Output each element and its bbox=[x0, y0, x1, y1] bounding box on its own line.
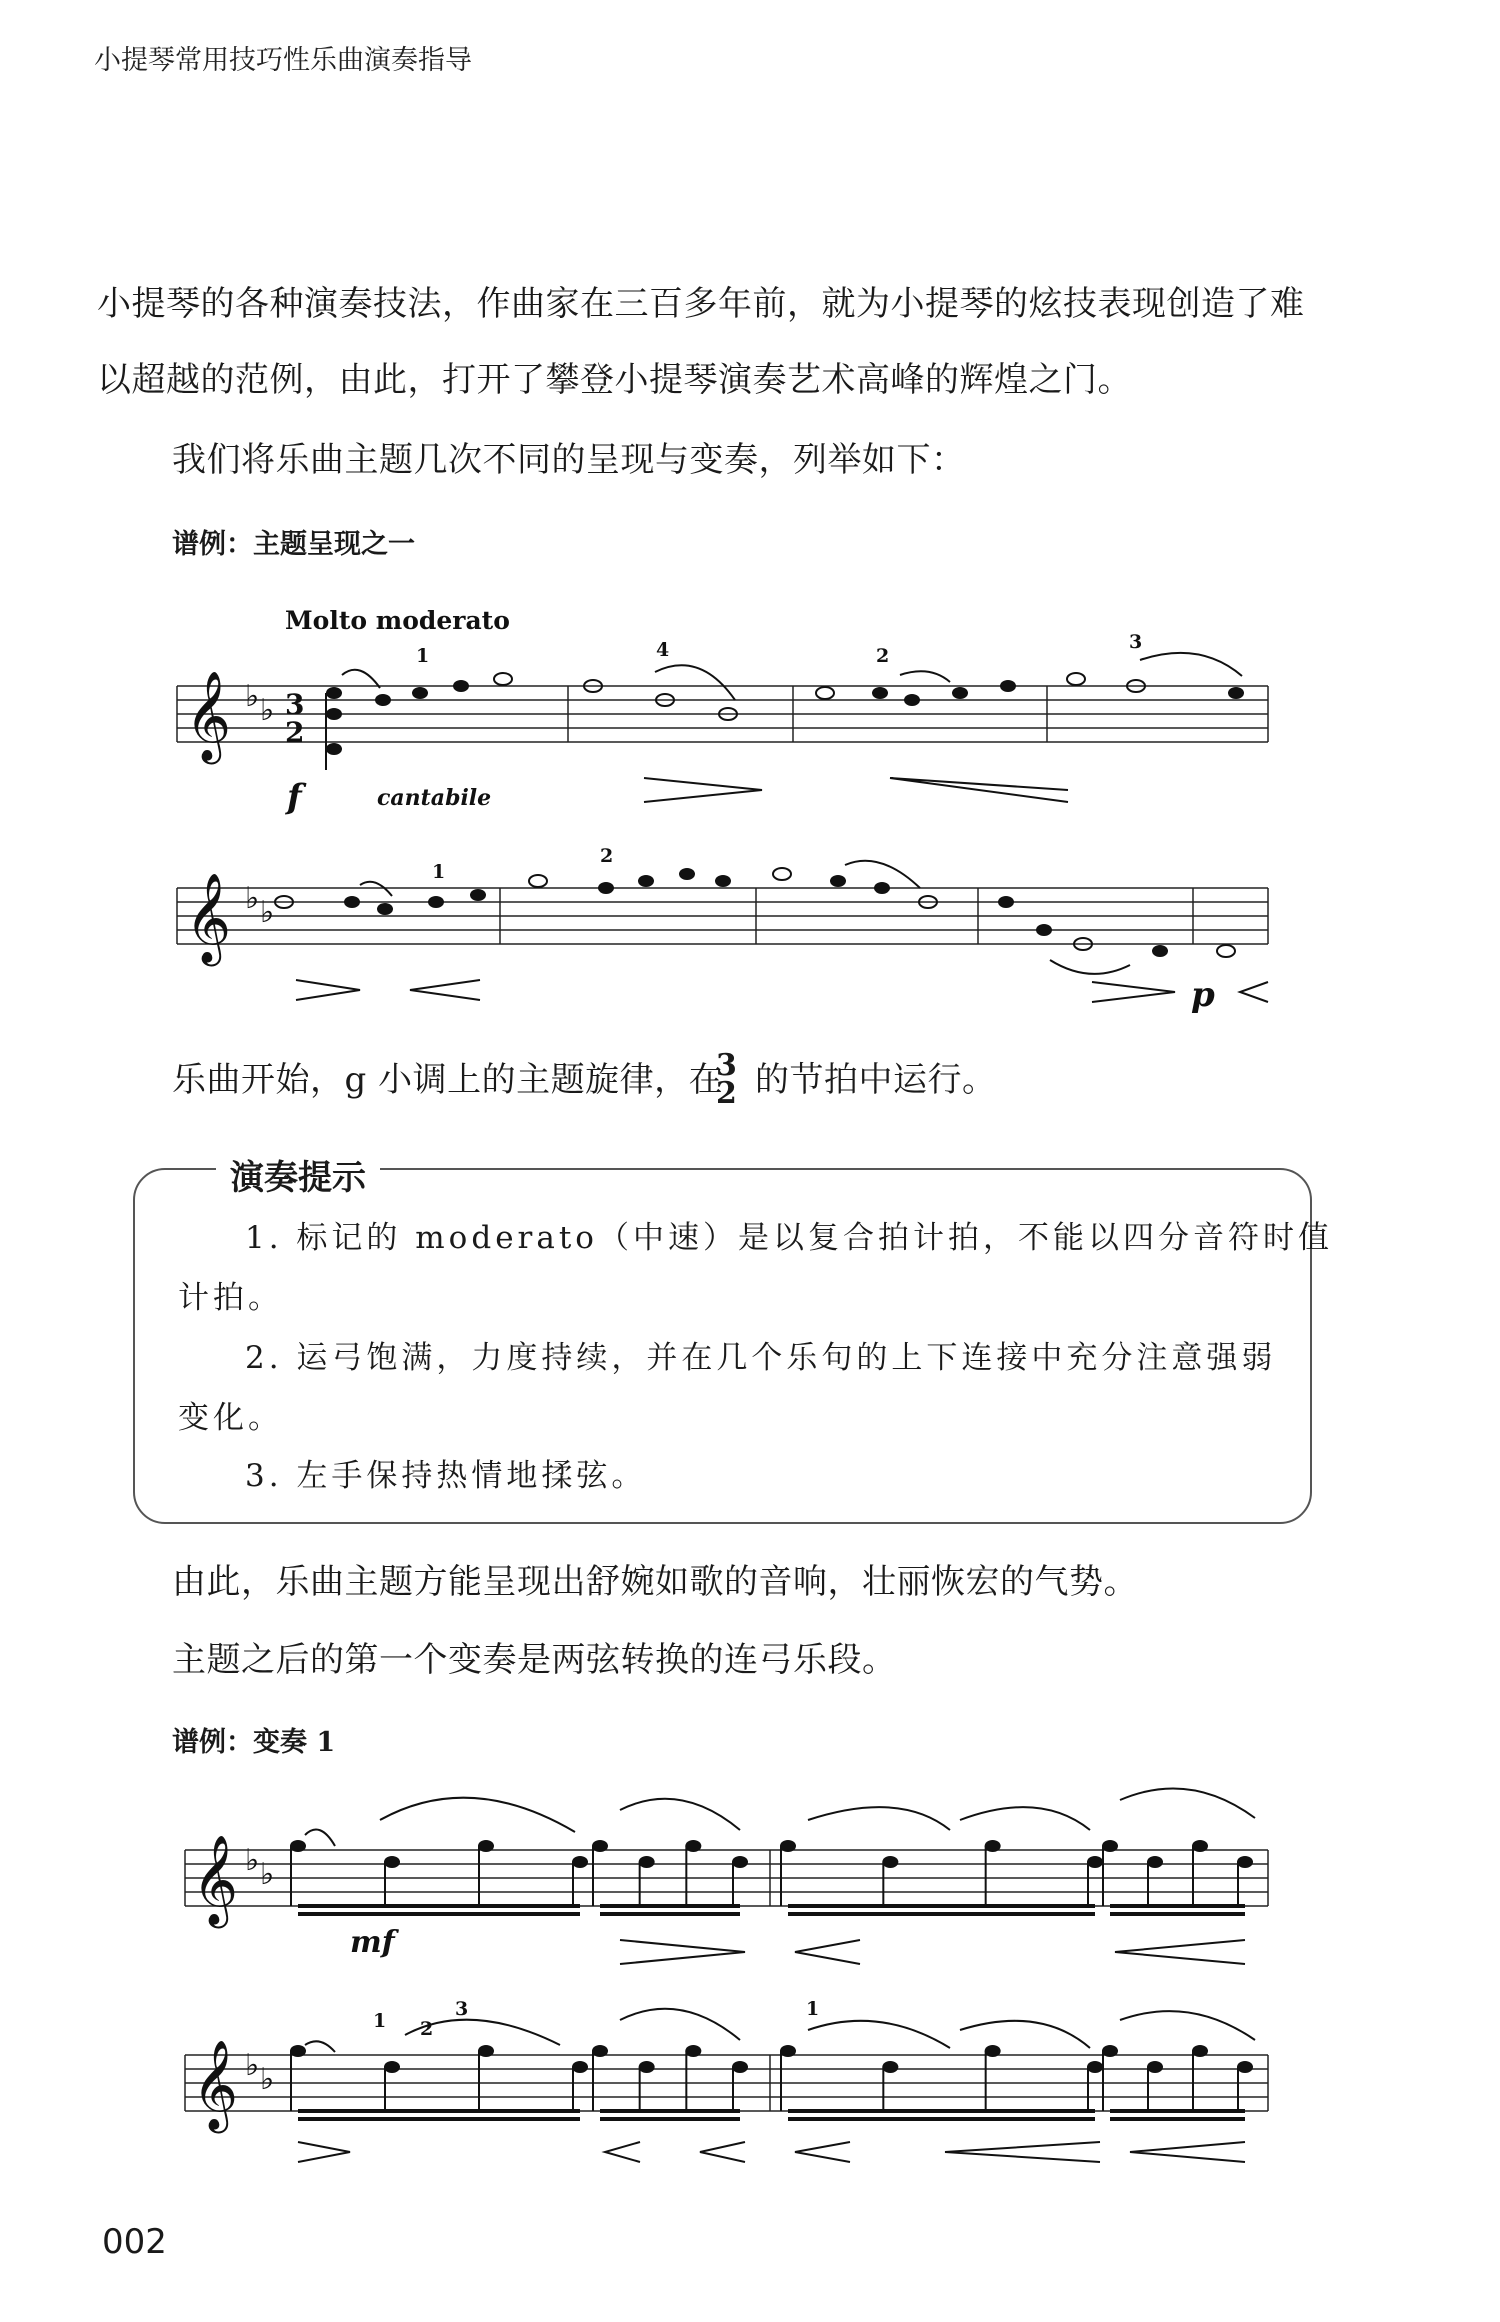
flat-icon: ♭ bbox=[260, 895, 275, 930]
running-title: 小提琴常用技巧性乐曲演奏指导 bbox=[94, 45, 472, 76]
expression-cantabile: cantabile bbox=[377, 785, 492, 811]
notehead bbox=[1192, 2045, 1208, 2057]
flat-icon: ♭ bbox=[260, 2062, 275, 2097]
example-label: 谱例：变奏 1 bbox=[172, 1727, 336, 1758]
paragraph-line: 乐曲开始，g 小调上的主题旋律，在 bbox=[172, 1060, 724, 1100]
paragraph-line: 小提琴的各种演奏技法，作曲家在三百多年前，就为小提琴的炫技表现创造了难 bbox=[97, 284, 1305, 324]
fingering: 1 bbox=[806, 1998, 820, 2020]
notehead bbox=[592, 1840, 608, 1852]
notehead bbox=[639, 1856, 655, 1868]
notehead bbox=[1147, 2061, 1163, 2073]
paragraph-line: 以超越的范例，由此，打开了攀登小提琴演奏艺术高峰的辉煌之门。 bbox=[97, 360, 1132, 400]
notehead bbox=[985, 2045, 1001, 2057]
notehead bbox=[732, 1856, 748, 1868]
dynamic-p: p bbox=[1191, 975, 1215, 1015]
notehead bbox=[592, 2045, 608, 2057]
notehead bbox=[985, 1840, 1001, 1852]
fingering: 1 bbox=[373, 2010, 387, 2032]
tempo-marking: Molto moderato bbox=[285, 606, 510, 635]
time-sig-bottom: 2 bbox=[285, 716, 305, 749]
paragraph-line: 主题之后的第一个变奏是两弦转换的连弓乐段。 bbox=[172, 1640, 897, 1680]
notehead bbox=[882, 1856, 898, 1868]
notehead bbox=[290, 2045, 306, 2057]
time-sig-top: 3 bbox=[285, 688, 305, 721]
notehead bbox=[1147, 1856, 1163, 1868]
notehead bbox=[290, 1840, 306, 1852]
notehead bbox=[384, 1856, 400, 1868]
notehead bbox=[685, 1840, 701, 1852]
notehead bbox=[1102, 1840, 1118, 1852]
tip-line: 变化。 bbox=[178, 1400, 283, 1436]
fraction-denominator: 2 bbox=[716, 1076, 737, 1111]
fingering: 1 bbox=[416, 645, 430, 667]
tip-line: 3. 左手保持热情地揉弦。 bbox=[245, 1458, 647, 1494]
tip-line: 2. 运弓饱满，力度持续，并在几个乐句的上下连接中充分注意强弱 bbox=[245, 1340, 1277, 1376]
paragraph-line: 我们将乐曲主题几次不同的呈现与变奏，列举如下： bbox=[172, 440, 966, 480]
example-label: 谱例：主题呈现之一 bbox=[172, 529, 415, 560]
treble-clef-icon: 𝄞 bbox=[192, 2040, 239, 2130]
tip-line: 计拍。 bbox=[178, 1280, 283, 1316]
flat-icon: ♭ bbox=[260, 1857, 275, 1892]
notehead bbox=[572, 1856, 588, 1868]
flat-icon: ♭ bbox=[245, 679, 260, 714]
notehead bbox=[1087, 2061, 1103, 2073]
notehead bbox=[572, 2061, 588, 2073]
fraction-numerator: 3 bbox=[716, 1048, 737, 1083]
notehead bbox=[384, 2061, 400, 2073]
paragraph-line: 的节拍中运行。 bbox=[755, 1060, 997, 1100]
flat-icon: ♭ bbox=[245, 2048, 260, 2083]
dynamic-f: f bbox=[287, 777, 302, 817]
fingering: 2 bbox=[600, 845, 614, 867]
notehead bbox=[478, 2045, 494, 2057]
notehead bbox=[882, 2061, 898, 2073]
treble-clef-icon: 𝄞 bbox=[192, 1835, 239, 1925]
tip-line: 1. 标记的 moderato（中速）是以复合拍计拍，不能以四分音符时值 bbox=[245, 1220, 1333, 1256]
fingering: 3 bbox=[455, 1998, 469, 2020]
fingering: 4 bbox=[656, 639, 670, 661]
treble-clef-icon: 𝄞 bbox=[185, 671, 232, 761]
paragraph-line: 由此，乐曲主题方能呈现出舒婉如歌的音响，壮丽恢宏的气势。 bbox=[172, 1562, 1138, 1602]
notehead bbox=[478, 1840, 494, 1852]
notehead bbox=[780, 1840, 796, 1852]
fingering: 2 bbox=[876, 645, 890, 667]
flat-icon: ♭ bbox=[245, 881, 260, 916]
treble-clef-icon: 𝄞 bbox=[185, 873, 232, 963]
notehead bbox=[732, 2061, 748, 2073]
notehead bbox=[780, 2045, 796, 2057]
notehead bbox=[1102, 2045, 1118, 2057]
notehead bbox=[1087, 1856, 1103, 1868]
flat-icon: ♭ bbox=[260, 693, 275, 728]
flat-icon: ♭ bbox=[245, 1843, 260, 1878]
notehead bbox=[639, 2061, 655, 2073]
fingering: 3 bbox=[1129, 631, 1143, 653]
page-number: 002 bbox=[102, 2222, 167, 2262]
notehead bbox=[685, 2045, 701, 2057]
notehead bbox=[1192, 1840, 1208, 1852]
fingering: 2 bbox=[420, 2018, 434, 2040]
fingering: 1 bbox=[432, 861, 446, 883]
notehead bbox=[1237, 1856, 1253, 1868]
tips-title: 演奏提示 bbox=[216, 1150, 380, 1199]
dynamic-mf: mf bbox=[350, 1925, 395, 1960]
notehead bbox=[1237, 2061, 1253, 2073]
